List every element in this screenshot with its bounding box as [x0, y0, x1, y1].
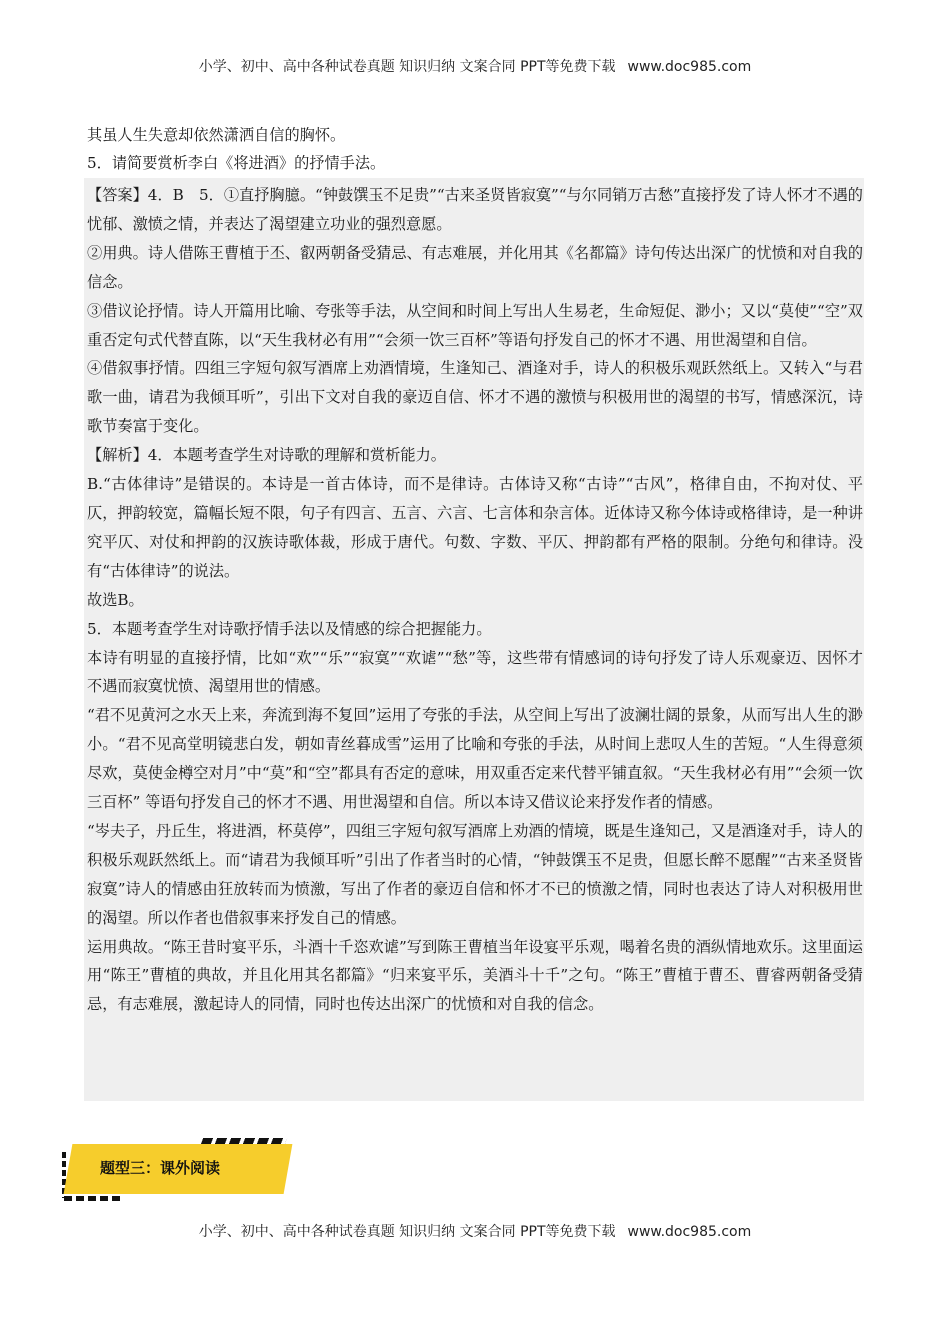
- answer-paragraph: ④借叙事抒情。四组三字短句叙写酒席上劝酒情境，生逢知己、酒逢对手，诗人的积极乐观跃然纸上。又转入“与君歌一曲，请君为我倾耳听”，引出下文对自我的豪迈自信、怀才不遇的激愤与积极用世的渴望的书写，情感深沉，诗歌节奏富于变化。: [87, 359, 863, 436]
- analysis-paragraph: “岑夫子，丹丘生，将进酒，杯莫停”，四组三字短句叙写酒席上劝酒的情境，既是生逢知己，又是酒逢对手，诗人的积极乐观跃然纸上。而“请君为我倾耳听”引出了作者当时的心情，“钟鼓馔玉不足贵，但愿长醉不愿醒”“古来圣贤皆寂寞”诗人的情感由狂放转而为愤激，写出了作者的豪迈自信和怀才不已的愤激之情，同时也表达了诗人对积极用世的渴望。所以作者也借叙事来抒发自己的情感。: [87, 821, 863, 927]
- answer-paragraph: ②用典。诗人借陈王曹植于丕、叡两朝备受猜忌、有志难展，并化用其《名都篇》诗句传达出深广的忧愤和对自我的信念。: [87, 243, 863, 291]
- page-header: [0, 56, 950, 76]
- answer-paragraph: 【答案】4．B 5．①直抒胸臆。“钟鼓馔玉不足贵”“古来圣贤皆寂寞”“与尔同销万古愁”直接抒发了诗人怀才不遇的忧郁、激愤之情，并表达了渴望建立功业的强烈意愿。: [87, 186, 863, 233]
- analysis-paragraph: 【解析】4．本题考查学生对诗歌的理解和赏析能力。: [87, 446, 446, 465]
- footer-text: 小学、初中、高中各种试卷真题 知识归纳 文案合同 PPT等免费下载: [198, 1224, 616, 1240]
- footer-url[interactable]: www.doc985.com: [627, 1224, 752, 1240]
- analysis-paragraph: 5．本题考查学生对诗歌抒情手法以及情感的综合把握能力。: [87, 619, 492, 638]
- header-text: 小学、初中、高中各种试卷真题 知识归纳 文案合同 PPT等免费下载: [198, 59, 616, 75]
- analysis-paragraph: 故选B。: [87, 590, 144, 609]
- intro-line-1: 其虽人生失意却依然潇洒自信的胸怀。: [87, 126, 346, 144]
- analysis-paragraph: 本诗有明显的直接抒情，比如“欢”“乐”“寂寞”“欢谑”“愁”等，这些带有情感词的诗句抒发了诗人乐观豪迈、因怀才不遇而寂寞忧愤、渴望用世的情感。: [87, 648, 863, 696]
- analysis-paragraph: “君不见黄河之水天上来，奔流到海不复回”运用了夸张的手法，从空间上写出了波澜壮阔的景象，从而写出人生的渺小。“君不见高堂明镜悲白发，朝如青丝暮成雪”运用了比喻和夸张的手法，从时间上悲叹人生的苦短。“人生得意须尽欢，莫使金樽空对月”中“莫”和“空”都具有否定的意味，用双重否定来代替平铺直叙。“天生我材必有用”“会须一饮三百杯” 等语句抒发自己的怀才不遇、用世渴望和自信。所以本诗又借议论来抒发作者的情感。: [87, 706, 863, 812]
- page-footer: [0, 1221, 950, 1241]
- analysis-paragraph: 运用典故。“陈王昔时宴平乐，斗酒十千恣欢谑”写到陈王曹植当年设宴平乐观，喝着名贵的酒纵情地欢乐。这里面运用“陈王”曹植的典故，并且化用其名都篇》“归来宴平乐，美酒斗十千”之句。“陈王”曹植于曹丕、曹睿两朝备受猜忌，有志难展，激起诗人的同情，同时也传达出深广的忧愤和对自我的信念。: [87, 937, 863, 1014]
- analysis-paragraph: B.“古体律诗”是错误的。本诗是一首古体诗，而不是律诗。古体诗又称“古诗”“古风”，格律自由，不拘对仗、平仄，押韵较宽，篇幅长短不限，句子有四言、五言、六言、七言体和杂言体。近体诗又称今体诗或格律诗，是一种讲究平仄、对仗和押韵的汉族诗歌体裁，形成于唐代。句数、字数、平仄、押韵都有严格的限制。分绝句和律诗。没有“古体律诗”的说法。: [87, 475, 863, 580]
- answer-paragraph: ③借议论抒情。诗人开篇用比喻、夸张等手法，从空间和时间上写出人生易老，生命短促、渺小；又以“莫使”“空”双重否定句式代替直陈，以“天生我材必有用”“会须一饮三百杯”等语句抒发自己的怀才不遇、用世渴望和自信。: [87, 301, 863, 349]
- decorative-dash: [64, 1196, 120, 1201]
- answer-block: [87, 181, 863, 1019]
- header-url[interactable]: www.doc985.com: [627, 59, 752, 75]
- section-label: 题型三：课外阅读: [100, 1159, 221, 1177]
- section-label-banner: [62, 1138, 302, 1202]
- question-5: 5．请简要赏析李白《将进酒》的抒情手法。: [87, 154, 386, 172]
